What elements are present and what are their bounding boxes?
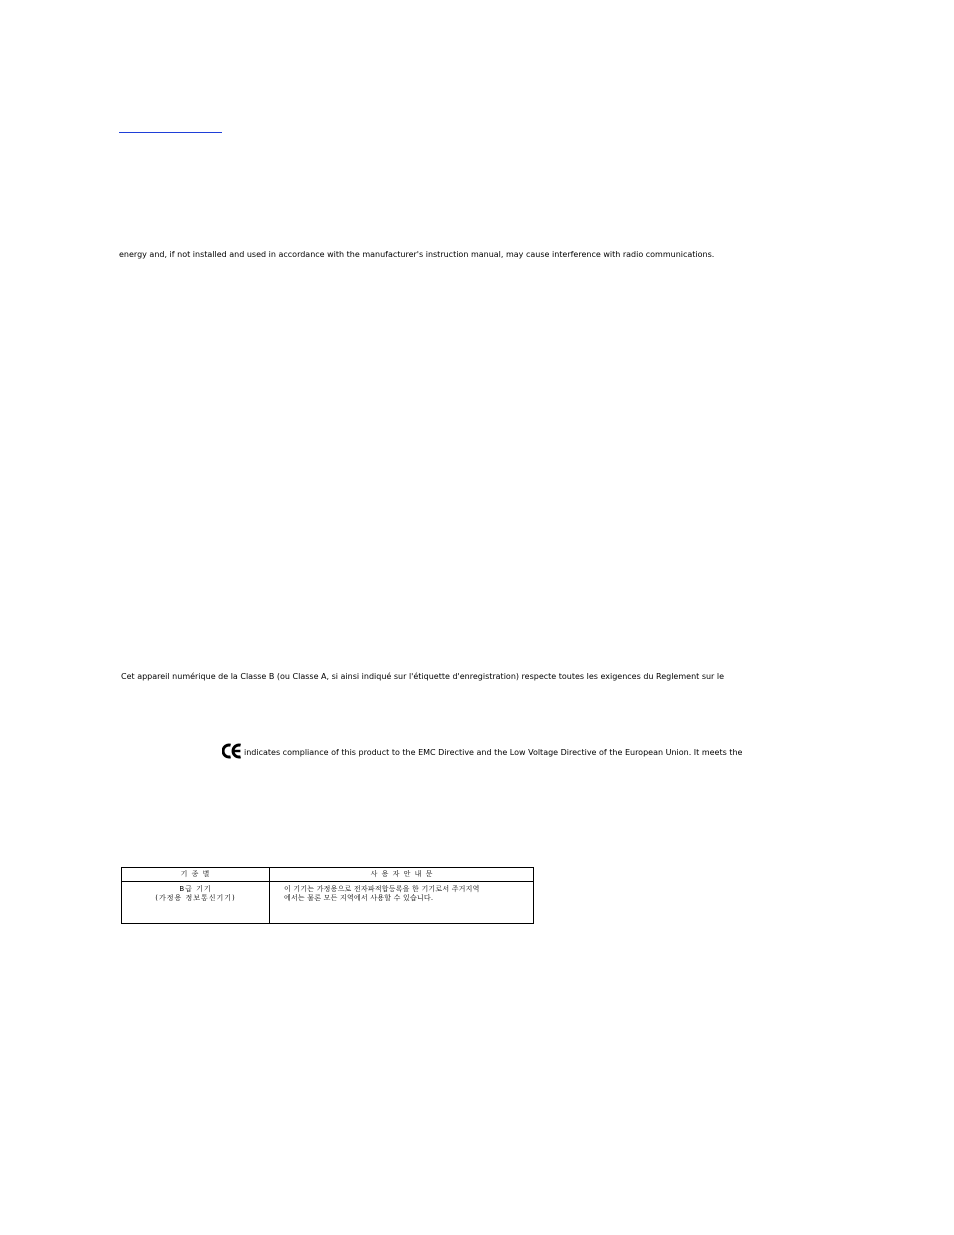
table-cell-user-notice	[284, 885, 532, 903]
fcc-paragraph-fragment: energy and, if not installed and used in accordance with the manufacturer's instruction manual, may cause interference with radio communications.	[119, 250, 715, 259]
canada-paragraph-fragment: Cet appareil numérique de la Classe B (ou Classe A, si ainsi indiqué sur l'étiquette d'enregistration) respecte toutes les exigences du Reglement sur le	[121, 672, 725, 681]
ce-mark-icon	[222, 743, 242, 759]
table-header-device-class: 기 종 별	[180, 870, 211, 878]
device-class-line-1: B급 기기	[179, 885, 212, 893]
table-cell-device-class	[122, 885, 269, 903]
device-class-line-2: (가정용 정보통신기기)	[155, 894, 236, 902]
ce-paragraph-fragment: indicates compliance of this product to the EMC Directive and the Low Voltage Directive of the European Union. It meets the	[244, 748, 743, 757]
korea-notice-table	[121, 867, 534, 924]
table-row-divider	[122, 881, 533, 882]
table-header-user-notice: 사 용 자 안 내 문	[370, 870, 434, 878]
back-to-contents-link[interactable]	[119, 118, 222, 133]
user-notice-line-2: 에서는 물론 모든 지역에서 사용할 수 있습니다.	[284, 894, 434, 902]
user-notice-line-1: 이 기기는 가정용으로 전자파적합등록을 한 기기로서 주거지역	[284, 885, 480, 893]
